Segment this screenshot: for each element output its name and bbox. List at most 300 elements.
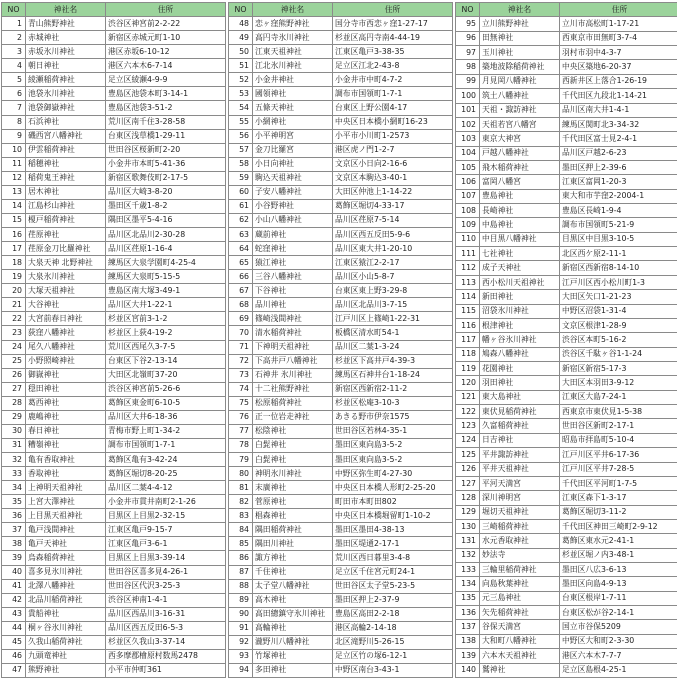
shrine-name: 飛木稲荷神社 <box>480 160 560 174</box>
shrine-address: 江東区亀戸3-38-35 <box>333 45 453 59</box>
shrine-address: 羽村市羽中4-3-7 <box>560 46 677 60</box>
table-row <box>229 453 453 467</box>
shrine-address: 千代田区九段北1-14-21 <box>560 89 677 103</box>
row-number: 19 <box>2 270 26 284</box>
row-number: 140 <box>456 663 480 677</box>
row-number: 136 <box>456 606 480 620</box>
table-row <box>2 607 226 621</box>
table-row <box>456 563 677 577</box>
table-row <box>456 160 677 174</box>
shrine-name: 小野照崎神社 <box>26 354 106 368</box>
shrine-address: 葛飾区堀切8-20-25 <box>106 467 226 481</box>
row-number: 98 <box>456 60 480 74</box>
table-row <box>229 607 453 621</box>
shrine-address: 杉並区堀ノ内3-48-1 <box>560 548 677 562</box>
table-row <box>2 481 226 495</box>
table-row <box>2 101 226 115</box>
shrine-address: 品川区大崎3-8-20 <box>106 185 226 199</box>
table-row <box>229 31 453 45</box>
table-row <box>2 31 226 45</box>
header-row <box>2 3 226 17</box>
shrine-name: 小金井神社 <box>253 73 333 87</box>
shrine-address: 西多摩郡檜原村数馬2478 <box>106 649 226 663</box>
shrine-address: 品川区大井1-22-1 <box>106 298 226 312</box>
shrine-name: 下神明天祖神社 <box>253 340 333 354</box>
shrine-name: 三谷八幡神社 <box>253 270 333 284</box>
shrine-name: 大塚天祖神社 <box>26 284 106 298</box>
table-row <box>456 89 677 103</box>
shrine-address: 杉並区上荻4-19-2 <box>106 326 226 340</box>
row-number: 86 <box>229 551 253 565</box>
shrine-name: 恋ヶ窪熊野神社 <box>253 17 333 31</box>
row-number: 22 <box>2 312 26 326</box>
row-number: 108 <box>456 204 480 218</box>
table-row <box>2 185 226 199</box>
row-number: 104 <box>456 146 480 160</box>
table-row <box>229 410 453 424</box>
table-row <box>2 537 226 551</box>
row-number: 5 <box>2 73 26 87</box>
table-row <box>456 606 677 620</box>
row-number: 49 <box>229 31 253 45</box>
shrine-name: 菅原神社 <box>253 495 333 509</box>
shrine-name: 新田神社 <box>480 290 560 304</box>
shrine-address: 杉並区松庵3-10-3 <box>333 396 453 410</box>
row-number: 87 <box>229 565 253 579</box>
table-row <box>229 45 453 59</box>
shrine-name: 諏方神社 <box>253 551 333 565</box>
shrine-name: 下高井戸八幡神社 <box>253 354 333 368</box>
row-number: 79 <box>229 453 253 467</box>
shrine-address: 小平市小川町1-2573 <box>333 129 453 143</box>
shrine-name: 桐ヶ谷氷川神社 <box>26 621 106 635</box>
shrine-address: 足立区江北2-43-8 <box>333 59 453 73</box>
shrine-name: 烏森稲荷神社 <box>26 551 106 565</box>
shrine-address: 豊島区池袋本町3-14-1 <box>106 87 226 101</box>
table-row <box>229 621 453 635</box>
shrine-address: 東大和市芋窪2-2004-1 <box>560 189 677 203</box>
shrine-address: 杉並区久我山3-37-14 <box>106 635 226 649</box>
shrine-address: 渋谷区神南1-4-1 <box>106 593 226 607</box>
row-number: 129 <box>456 505 480 519</box>
row-number: 67 <box>229 284 253 298</box>
table-row <box>229 228 453 242</box>
shrine-address: 中央区日本橋小網町16-23 <box>333 115 453 129</box>
shrine-address: 新宿区歌舞伎町2-17-5 <box>106 171 226 185</box>
row-number: 68 <box>229 298 253 312</box>
row-number: 94 <box>229 663 253 677</box>
shrine-address: 江東区森下1-3-17 <box>560 491 677 505</box>
table-row <box>229 354 453 368</box>
row-number: 131 <box>456 534 480 548</box>
shrine-address: 江戸川区西小松川町1-3 <box>560 275 677 289</box>
shrine-address: 豊島区池袋3-51-2 <box>106 101 226 115</box>
row-number: 119 <box>456 361 480 375</box>
row-number: 84 <box>229 523 253 537</box>
row-number: 59 <box>229 171 253 185</box>
table-row <box>2 73 226 87</box>
shrine-address: 小平市仲町361 <box>106 663 226 677</box>
row-number: 88 <box>229 579 253 593</box>
shrine-name: 天祖若宮八幡宮 <box>480 117 560 131</box>
shrine-name: 東大島神社 <box>480 390 560 404</box>
shrine-name: 赤坂氷川神社 <box>26 45 106 59</box>
row-number: 47 <box>2 663 26 677</box>
shrine-address: 品川区小山5-8-7 <box>333 270 453 284</box>
row-number: 41 <box>2 579 26 593</box>
row-number: 128 <box>456 491 480 505</box>
shrine-name: 高田總鎮守氷川神社 <box>253 607 333 621</box>
table-row <box>456 620 677 634</box>
shrine-name: 久我山稲荷神社 <box>26 635 106 649</box>
row-number: 121 <box>456 390 480 404</box>
shrine-address: 葛飾区東金町6-10-5 <box>106 396 226 410</box>
table-row <box>456 390 677 404</box>
shrine-address: 世田谷区喜多見4-26-1 <box>106 565 226 579</box>
shrine-address: 調布市国領町1-7-1 <box>333 87 453 101</box>
table-row <box>2 228 226 242</box>
shrine-address: 港区虎ノ門1-2-7 <box>333 143 453 157</box>
table-row <box>2 621 226 635</box>
row-number: 4 <box>2 59 26 73</box>
table-row <box>2 87 226 101</box>
row-number: 77 <box>229 424 253 438</box>
table-row <box>2 424 226 438</box>
table-row <box>229 635 453 649</box>
header-no: NO <box>229 3 253 17</box>
shrine-name: 品川神社 <box>253 298 333 312</box>
shrine-address: 小金井市貫井南町2-1-26 <box>106 495 226 509</box>
row-number: 64 <box>229 242 253 256</box>
row-number: 37 <box>2 523 26 537</box>
row-number: 65 <box>229 256 253 270</box>
table-row <box>229 649 453 663</box>
shrine-address: 目黒区中目黒3-10-5 <box>560 232 677 246</box>
table-row <box>456 232 677 246</box>
table-row <box>229 59 453 73</box>
table-row <box>2 199 226 213</box>
shrine-address: 足立区千住宮元町24-1 <box>333 565 453 579</box>
table-row <box>2 143 226 157</box>
row-number: 53 <box>229 87 253 101</box>
table-row <box>456 218 677 232</box>
shrine-name: 尾久八幡神社 <box>26 340 106 354</box>
shrine-address: 練馬区大泉学園町4-25-4 <box>106 256 226 270</box>
row-number: 60 <box>229 185 253 199</box>
table-row <box>456 405 677 419</box>
shrine-name: 戸越八幡神社 <box>480 146 560 160</box>
row-number: 23 <box>2 326 26 340</box>
row-number: 80 <box>229 467 253 481</box>
row-number: 31 <box>2 438 26 452</box>
shrine-name: 北澤八幡神社 <box>26 579 106 593</box>
row-number: 89 <box>229 593 253 607</box>
shrine-name: 糟嶺神社 <box>26 438 106 452</box>
table-row <box>456 175 677 189</box>
table-row <box>456 419 677 433</box>
table-row <box>2 410 226 424</box>
table-row <box>2 368 226 382</box>
header-address: 住所 <box>106 3 226 17</box>
table-row <box>456 261 677 275</box>
row-number: 12 <box>2 171 26 185</box>
table-row <box>229 73 453 87</box>
shrine-name: 大和町八幡神社 <box>480 634 560 648</box>
shrine-address: 渋谷区神宮前5-26-6 <box>106 382 226 396</box>
shrine-name: 御嶽神社 <box>26 368 106 382</box>
shrine-address: 中央区築地6-20-37 <box>560 60 677 74</box>
shrine-name: 亀有香取神社 <box>26 453 106 467</box>
table-row <box>229 368 453 382</box>
row-number: 63 <box>229 228 253 242</box>
row-number: 54 <box>229 101 253 115</box>
row-number: 46 <box>2 649 26 663</box>
shrine-address: 世田谷区新町2-17-1 <box>560 419 677 433</box>
shrine-address: 荒川区西日暮里3-4-8 <box>333 551 453 565</box>
shrine-address: 葛飾区堀切4-33-17 <box>333 199 453 213</box>
shrine-address: 文京区根津1-28-9 <box>560 318 677 332</box>
shrine-address: 町田市本町田802 <box>333 495 453 509</box>
shrine-address: 渋谷区千駄ヶ谷1-1-24 <box>560 347 677 361</box>
table-row <box>229 242 453 256</box>
shrine-address: 西東京市田無町3-7-4 <box>560 31 677 45</box>
table-row <box>456 376 677 390</box>
shrine-name: 榎戸稲荷神社 <box>26 213 106 227</box>
row-number: 78 <box>229 438 253 452</box>
table-row <box>229 579 453 593</box>
shrine-name: 熊野神社 <box>26 663 106 677</box>
shrine-address: 小金井市本町5-41-36 <box>106 157 226 171</box>
shrine-address: 文京区本駒込3-40-1 <box>333 171 453 185</box>
shrine-table-2 <box>228 2 453 678</box>
table-row <box>229 382 453 396</box>
shrine-address: 品川区戸越2-6-23 <box>560 146 677 160</box>
shrine-name: 石神井 氷川神社 <box>253 368 333 382</box>
table-row <box>456 476 677 490</box>
row-number: 58 <box>229 157 253 171</box>
row-number: 38 <box>2 537 26 551</box>
table-row <box>456 591 677 605</box>
table-row <box>229 396 453 410</box>
table-row <box>229 185 453 199</box>
table-row <box>229 101 453 115</box>
row-number: 99 <box>456 74 480 88</box>
shrine-address: 江東区大島7-24-1 <box>560 390 677 404</box>
shrine-address: 北区滝野川5-26-15 <box>333 635 453 649</box>
table-row <box>229 213 453 227</box>
shrine-name: 天祖・諏訪神社 <box>480 103 560 117</box>
row-number: 126 <box>456 462 480 476</box>
row-number: 52 <box>229 73 253 87</box>
shrine-name: 小網神社 <box>253 115 333 129</box>
row-number: 137 <box>456 620 480 634</box>
shrine-address: 墨田区墨田4-38-13 <box>333 523 453 537</box>
row-number: 120 <box>456 376 480 390</box>
table-row <box>456 60 677 74</box>
shrine-name: 蛇窪神社 <box>253 242 333 256</box>
table-row <box>2 326 226 340</box>
table-row <box>2 59 226 73</box>
shrine-name: 五條天神社 <box>253 101 333 115</box>
shrine-name: 香取神社 <box>26 467 106 481</box>
row-number: 36 <box>2 509 26 523</box>
shrine-address: 千代田区富士見2-4-1 <box>560 132 677 146</box>
shrine-name: 竹塚神社 <box>253 649 333 663</box>
table-row <box>456 247 677 261</box>
row-number: 130 <box>456 519 480 533</box>
shrine-name: 平井諏訪神社 <box>480 448 560 462</box>
table-row <box>456 103 677 117</box>
shrine-address: 文京区小日向2-16-6 <box>333 157 453 171</box>
table-row <box>456 74 677 88</box>
table-row <box>456 189 677 203</box>
row-number: 40 <box>2 565 26 579</box>
row-number: 43 <box>2 607 26 621</box>
row-number: 134 <box>456 577 480 591</box>
shrine-table-3 <box>455 2 677 678</box>
row-number: 30 <box>2 424 26 438</box>
shrine-address: 隅田区墨平5-4-16 <box>106 213 226 227</box>
row-number: 35 <box>2 495 26 509</box>
shrine-address: 品川区東大井1-20-10 <box>333 242 453 256</box>
row-number: 71 <box>229 340 253 354</box>
shrine-name: 東京大神宮 <box>480 132 560 146</box>
table-row <box>229 537 453 551</box>
shrine-address: 豊島区長崎1-9-4 <box>560 204 677 218</box>
table-row <box>456 534 677 548</box>
shrine-address: 江東区亀戸3-6-1 <box>106 537 226 551</box>
shrine-name: 猿江神社 <box>253 256 333 270</box>
row-number: 102 <box>456 117 480 131</box>
shrine-address: 港区六本木7-7-7 <box>560 649 677 663</box>
shrine-address: 世田谷区代沢3-25-3 <box>106 579 226 593</box>
shrine-name: 田無神社 <box>480 31 560 45</box>
row-number: 34 <box>2 481 26 495</box>
shrine-address: 港区高輪2-14-18 <box>333 621 453 635</box>
header-row <box>456 3 677 17</box>
shrine-name: 深川神明宮 <box>480 491 560 505</box>
shrine-address: 品川区荏原7-5-14 <box>333 213 453 227</box>
row-number: 92 <box>229 635 253 649</box>
table-row <box>2 396 226 410</box>
table-row <box>456 519 677 533</box>
shrine-name: 荏原金刀比羅神社 <box>26 242 106 256</box>
shrine-address: 足立区綾瀬4-9-9 <box>106 73 226 87</box>
shrine-address: 国立市谷保5209 <box>560 620 677 634</box>
table-row <box>229 523 453 537</box>
shrine-name: 立川熊野神社 <box>480 17 560 31</box>
row-number: 8 <box>2 115 26 129</box>
header-no: NO <box>456 3 480 17</box>
row-number: 55 <box>229 115 253 129</box>
row-number: 74 <box>229 382 253 396</box>
shrine-name: 向島秋葉神社 <box>480 577 560 591</box>
shrine-address: 墨田区向島4-9-13 <box>560 577 677 591</box>
table-row <box>456 117 677 131</box>
shrine-name: 矢先稲荷神社 <box>480 606 560 620</box>
shrine-name: 小谷野神社 <box>253 199 333 213</box>
row-number: 61 <box>229 199 253 213</box>
shrine-address: 千代田区神田三崎町2-9-12 <box>560 519 677 533</box>
table-row <box>229 663 453 677</box>
shrine-address: 台東区松が谷2-14-1 <box>560 606 677 620</box>
shrine-address: 世田谷区太子堂5-23-5 <box>333 579 453 593</box>
row-number: 25 <box>2 354 26 368</box>
shrine-name: 高木神社 <box>253 593 333 607</box>
shrine-address: 品川区西五反田6-5-3 <box>106 621 226 635</box>
row-number: 85 <box>229 537 253 551</box>
shrine-name: 春日神社 <box>26 424 106 438</box>
row-number: 11 <box>2 157 26 171</box>
shrine-name: 松原稲荷神社 <box>253 396 333 410</box>
shrine-name: 子安八幡神社 <box>253 185 333 199</box>
shrine-name: 大泉天神 北野神社 <box>26 256 106 270</box>
shrine-address: あきる野市伊奈1575 <box>333 410 453 424</box>
row-number: 27 <box>2 382 26 396</box>
table-row <box>229 467 453 481</box>
row-number: 106 <box>456 175 480 189</box>
shrine-name: 稲荷鬼王神社 <box>26 171 106 185</box>
table-row <box>456 31 677 45</box>
shrine-address: 新宿区西新宿2-11-2 <box>333 382 453 396</box>
row-number: 33 <box>2 467 26 481</box>
shrine-address: 板橋区清水町54-1 <box>333 326 453 340</box>
shrine-name: 鷲神社 <box>480 663 560 677</box>
shrine-name: 富岡八幡宮 <box>480 175 560 189</box>
header-no: NO <box>2 3 26 17</box>
shrine-name: 幡ヶ谷氷川神社 <box>480 333 560 347</box>
table-row <box>2 593 226 607</box>
shrine-address: 西東京市東伏見1-5-38 <box>560 405 677 419</box>
shrine-address: 港区六本木6-7-14 <box>106 59 226 73</box>
table-row <box>229 284 453 298</box>
shrine-name: 小日向神社 <box>253 157 333 171</box>
shrine-address: 豊島区南大塚3-49-1 <box>106 284 226 298</box>
shrine-name: 葛西神社 <box>26 396 106 410</box>
row-number: 91 <box>229 621 253 635</box>
row-number: 26 <box>2 368 26 382</box>
shrine-name: 太子堂八幡神社 <box>253 579 333 593</box>
shrine-table-1 <box>1 2 226 678</box>
shrine-name: 上神明天祖神社 <box>26 481 106 495</box>
table-row <box>456 649 677 663</box>
row-number: 18 <box>2 256 26 270</box>
shrine-address: 西新井区上落合1-26-19 <box>560 74 677 88</box>
shrine-name: 末廣神社 <box>253 481 333 495</box>
row-number: 48 <box>229 17 253 31</box>
shrine-name: 篠崎浅間神社 <box>253 312 333 326</box>
shrine-list <box>1 2 676 678</box>
row-number: 56 <box>229 129 253 143</box>
row-number: 29 <box>2 410 26 424</box>
shrine-address: 国分寺市西恋ヶ窪1-27-17 <box>333 17 453 31</box>
header-name: 神社名 <box>480 3 560 17</box>
shrine-name: 平河天満宮 <box>480 476 560 490</box>
shrine-address: 江戸川区上篠崎1-22-31 <box>333 312 453 326</box>
shrine-address: 台東区根岸1-7-11 <box>560 591 677 605</box>
row-number: 90 <box>229 607 253 621</box>
table-row <box>456 318 677 332</box>
shrine-address: 北区西ケ原2-11-1 <box>560 247 677 261</box>
shrine-address: 大田区北嶺町37-20 <box>106 368 226 382</box>
shrine-address: 墨田区千歳1-8-2 <box>106 199 226 213</box>
row-number: 118 <box>456 347 480 361</box>
shrine-address: 大田区矢口1-21-23 <box>560 290 677 304</box>
shrine-address: 江東区亀戸9-15-7 <box>106 523 226 537</box>
table-row <box>2 270 226 284</box>
row-number: 39 <box>2 551 26 565</box>
row-number: 100 <box>456 89 480 103</box>
